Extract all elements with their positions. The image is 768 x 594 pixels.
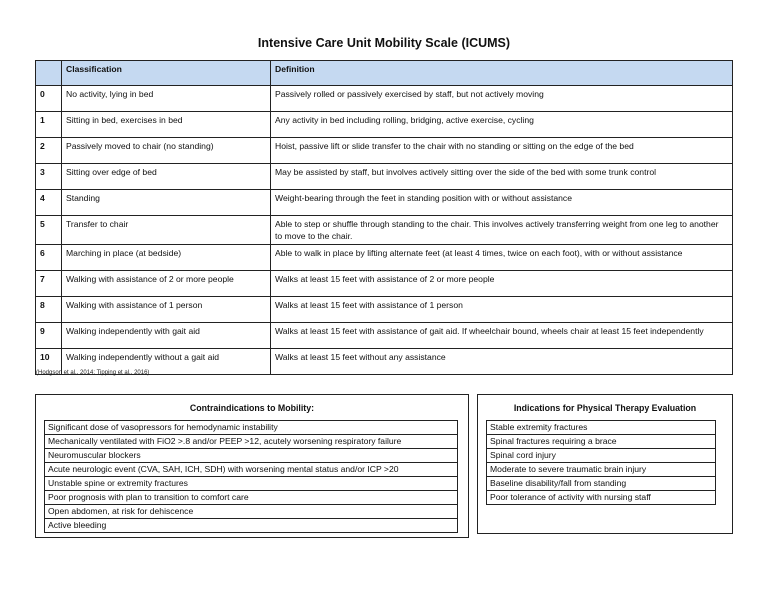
row-definition: Passively rolled or passively exercised by staff, but not actively moving [271,86,733,112]
header-classification: Classification [62,61,271,86]
list-item [487,435,716,449]
list-item-text: Moderate to severe traumatic brain injury [487,463,716,477]
header-definition: Definition [271,61,733,86]
list-item [487,463,716,477]
row-definition: Able to walk in place by lifting alternate feet (at least 4 times, twice on each foot), with or without assistance [271,245,733,271]
row-level: 10 [36,349,62,375]
row-classification: Transfer to chair [62,216,271,245]
row-classification: Walking independently without a gait aid [62,349,271,375]
list-item [45,491,458,505]
row-definition: Hoist, passive lift or slide transfer to the chair with no standing or sitting on the edge of the bed [271,138,733,164]
list-item [487,491,716,505]
list-item-text: Acute neurologic event (CVA, SAH, ICH, SDH) with worsening mental status and/or ICP >20 [45,463,458,477]
row-level: 4 [36,190,62,216]
row-level: 9 [36,323,62,349]
list-item [487,477,716,491]
table-row [36,86,733,112]
table-row [36,164,733,190]
row-classification: Walking independently with gait aid [62,323,271,349]
table-row [36,245,733,271]
row-level: 6 [36,245,62,271]
list-item-text: Unstable spine or extremity fractures [45,477,458,491]
indications-title: Indications for Physical Therapy Evaluation [513,403,697,413]
table-row [36,190,733,216]
indications-list [486,420,716,505]
list-item [45,463,458,477]
list-item [45,477,458,491]
row-definition: Weight-bearing through the feet in standing position with or without assistance [271,190,733,216]
row-definition: Any activity in bed including rolling, bridging, active exercise, cycling [271,112,733,138]
row-classification: Passively moved to chair (no standing) [62,138,271,164]
row-classification: Walking with assistance of 1 person [62,297,271,323]
contraindications-title: Contraindications to Mobility: [189,403,315,413]
list-item-text: Mechanically ventilated with FiO2 >.8 and/or PEEP >12, acutely worsening respiratory failure [45,435,458,449]
table-row [36,297,733,323]
list-item-text: Significant dose of vasopressors for hemodynamic instability [45,421,458,435]
row-level: 2 [36,138,62,164]
list-item-text: Spinal fractures requiring a brace [487,435,716,449]
table-header-row [36,61,733,86]
list-item-text: Open abdomen, at risk for dehiscence [45,505,458,519]
table-row [36,216,733,245]
list-item-text: Spinal cord injury [487,449,716,463]
row-classification: Sitting over edge of bed [62,164,271,190]
list-item-text: Stable extremity fractures [487,421,716,435]
table-row [36,323,733,349]
document-title: Intensive Care Unit Mobility Scale (ICUMS) [257,36,511,50]
contraindications-list [44,420,458,533]
row-classification: No activity, lying in bed [62,86,271,112]
table-row [36,138,733,164]
row-classification: Marching in place (at bedside) [62,245,271,271]
row-definition: May be assisted by staff, but involves actively sitting over the side of the bed with some trunk control [271,164,733,190]
list-item-text: Active bleeding [45,519,458,533]
row-level: 7 [36,271,62,297]
row-definition: Walks at least 15 feet with assistance of gait aid. If wheelchair bound, wheels chair at least 15 feet independently [271,323,733,349]
contraindications-box [35,394,469,538]
list-item [45,435,458,449]
row-definition: Walks at least 15 feet with assistance of 2 or more people [271,271,733,297]
citation: (Hodgson et al., 2014; Tipping et al., 2016) [36,370,150,376]
row-level: 3 [36,164,62,190]
table-row [36,271,733,297]
list-item [45,519,458,533]
row-definition: Able to step or shuffle through standing to the chair. This involves actively transferring weight from one leg to another to move to the chair. [271,216,733,245]
list-item-text: Baseline disability/fall from standing [487,477,716,491]
row-classification: Standing [62,190,271,216]
indications-box [477,394,733,534]
row-definition: Walks at least 15 feet without any assistance [271,349,733,375]
list-item [45,505,458,519]
row-level: 1 [36,112,62,138]
list-item [487,449,716,463]
row-definition: Walks at least 15 feet with assistance of 1 person [271,297,733,323]
row-level: 0 [36,86,62,112]
header-level [36,61,62,86]
list-item [45,449,458,463]
list-item-text: Neuromuscular blockers [45,449,458,463]
mobility-scale-table [35,60,733,375]
list-item-text: Poor prognosis with plan to transition to comfort care [45,491,458,505]
row-classification: Sitting in bed, exercises in bed [62,112,271,138]
list-item-text: Poor tolerance of activity with nursing staff [487,491,716,505]
row-level: 8 [36,297,62,323]
row-level: 5 [36,216,62,245]
table-row [36,112,733,138]
row-classification: Walking with assistance of 2 or more people [62,271,271,297]
list-item [45,421,458,435]
list-item [487,421,716,435]
